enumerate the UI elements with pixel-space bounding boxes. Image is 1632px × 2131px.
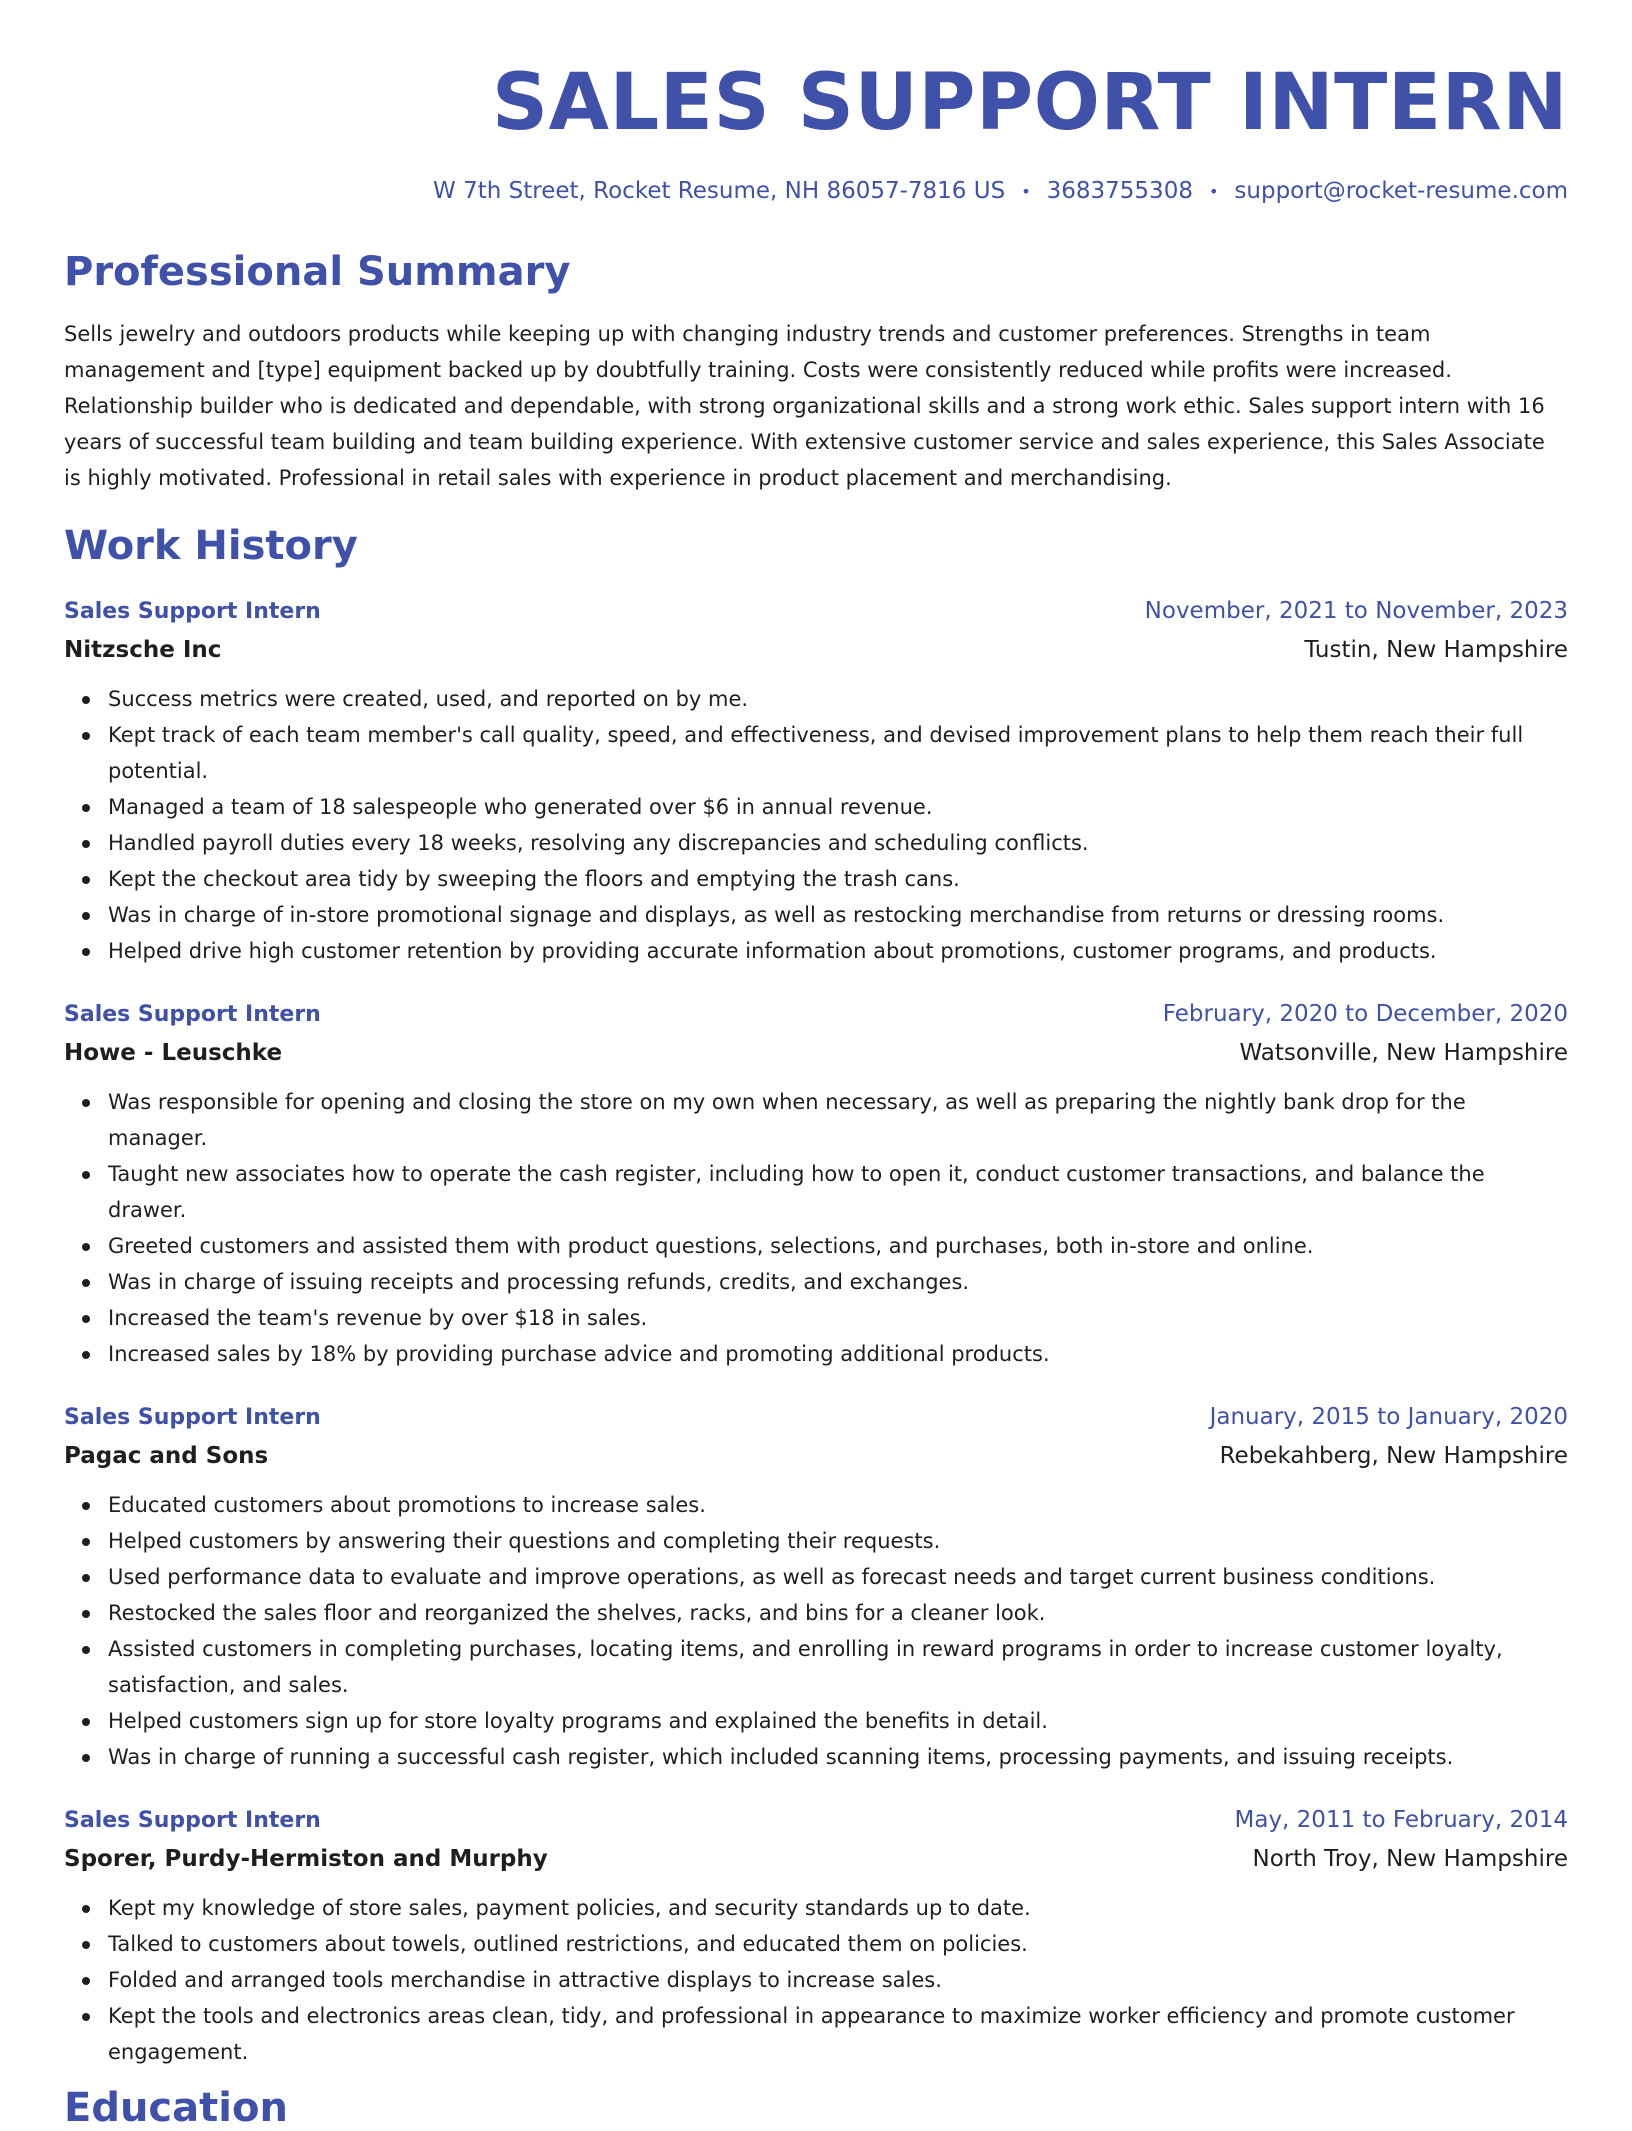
job-bullet-list (64, 1890, 1568, 2070)
job-bullet: Kept the tools and electronics areas clean, tidy, and professional in appearance to maximize worker efficiency and promote customer engagement. (108, 1998, 1568, 2070)
job-bullet-list (64, 1084, 1568, 1372)
job-bullet: Assisted customers in completing purchases, locating items, and enrolling in reward programs in order to increase customer loyalty, satisfaction, and sales. (108, 1631, 1568, 1703)
job-bullet: Kept my knowledge of store sales, payment policies, and security standards up to date. (108, 1890, 1568, 1926)
contact-separator: • (1208, 182, 1219, 201)
job-bullet: Educated customers about promotions to increase sales. (108, 1487, 1568, 1523)
contact-separator: • (1021, 182, 1031, 201)
job-bullet: Kept the checkout area tidy by sweeping the floors and emptying the trash cans. (108, 861, 1568, 897)
job-title: Sales Support Intern (64, 1405, 321, 1430)
job-bullet: Was in charge of in-store promotional signage and displays, as well as restocking merchandise from returns or dressing rooms. (108, 897, 1568, 933)
summary-text: Sells jewelry and outdoors products while keeping up with changing industry trends and customer preferences. Strengths in team management and [type] equipment backed up by doubtfully training. Costs were consistently reduced while profits were increased. Relationship builder who is dedicated and dependable, with strong organizational skills and a strong work ethic. Sales support intern with 16 years of successful team building and team building experience. With extensive customer service and sales experience, this Sales Associate is highly motivated. Professional in retail sales with experience in product placement and merchandising. (64, 322, 1545, 490)
job-bullet: Helped drive high customer retention by providing accurate information about promotions, customer programs, and products. (108, 933, 1568, 969)
job-title: Sales Support Intern (64, 599, 321, 624)
job-title: Sales Support Intern (64, 1808, 321, 1833)
job-company: Nitzsche Inc (64, 637, 222, 663)
section-title-work-history: Work History (64, 523, 358, 569)
job-bullet: Helped customers by answering their questions and completing their requests. (108, 1523, 1568, 1559)
contact-line (64, 178, 1568, 204)
job-bullet: Talked to customers about towels, outlined restrictions, and educated them on policies. (108, 1926, 1568, 1962)
job-location: North Troy, New Hampshire (1252, 1846, 1568, 1872)
job-bullet: Success metrics were created, used, and reported on by me. (108, 681, 1568, 717)
job-bullet: Managed a team of 18 salespeople who generated over $6 in annual revenue. (108, 789, 1568, 825)
job-company-row (64, 1437, 1568, 1475)
job-bullet: Taught new associates how to operate the cash register, including how to open it, conduct customer transactions, and balance the drawer. (108, 1156, 1568, 1228)
job-bullet: Greeted customers and assisted them with product questions, selections, and purchases, both in-store and online. (108, 1228, 1568, 1264)
job-location: Rebekahberg, New Hampshire (1219, 1443, 1568, 1469)
contact-email[interactable]: support@rocket-resume.com (1234, 178, 1568, 204)
job-company-row (64, 1034, 1568, 1072)
job-header-row (64, 995, 1568, 1034)
job-bullet: Helped customers sign up for store loyalty programs and explained the benefits in detail. (108, 1703, 1568, 1739)
job-bullet: Was responsible for opening and closing the store on my own when necessary, as well as preparing the nightly bank drop for the manager. (108, 1084, 1568, 1156)
job-dates: February, 2020 to December, 2020 (1162, 1001, 1568, 1027)
job-bullet: Increased sales by 18% by providing purchase advice and promoting additional products. (108, 1336, 1568, 1372)
job-company: Howe - Leuschke (64, 1040, 283, 1066)
job-company: Pagac and Sons (64, 1443, 269, 1469)
job-bullet: Was in charge of running a successful cash register, which included scanning items, processing payments, and issuing receipts. (108, 1739, 1568, 1775)
job-entry (64, 995, 1568, 1372)
job-bullet: Handled payroll duties every 18 weeks, resolving any discrepancies and scheduling conflicts. (108, 825, 1568, 861)
job-company-row (64, 1840, 1568, 1878)
resume-page (64, 0, 1568, 2131)
job-entry (64, 592, 1568, 969)
job-bullet: Was in charge of issuing receipts and processing refunds, credits, and exchanges. (108, 1264, 1568, 1300)
section-title-education: Education (64, 2085, 288, 2131)
job-bullet: Folded and arranged tools merchandise in attractive displays to increase sales. (108, 1962, 1568, 1998)
job-header-row (64, 1801, 1568, 1840)
job-entry (64, 1398, 1568, 1775)
job-bullet: Increased the team's revenue by over $18 in sales. (108, 1300, 1568, 1336)
job-header-row (64, 592, 1568, 631)
job-entry (64, 1801, 1568, 2070)
job-location: Watsonville, New Hampshire (1239, 1040, 1568, 1066)
job-bullet-list (64, 681, 1568, 969)
job-title: Sales Support Intern (64, 1002, 321, 1027)
job-bullet: Used performance data to evaluate and improve operations, as well as forecast needs and target current business conditions. (108, 1559, 1568, 1595)
contact-phone: 3683755308 (1046, 178, 1193, 204)
job-bullet: Kept track of each team member's call quality, speed, and effectiveness, and devised improvement plans to help them reach their full potential. (108, 717, 1568, 789)
resume-name: SALES SUPPORT INTERN (491, 58, 1568, 148)
job-company-row (64, 631, 1568, 669)
job-bullet-list (64, 1487, 1568, 1775)
job-bullet: Restocked the sales floor and reorganized the shelves, racks, and bins for a cleaner look. (108, 1595, 1568, 1631)
contact-address: W 7th Street, Rocket Resume, NH 86057-7816 US (433, 178, 1006, 204)
section-title-summary: Professional Summary (64, 249, 571, 295)
job-header-row (64, 1398, 1568, 1437)
job-dates: January, 2015 to January, 2020 (1209, 1404, 1568, 1430)
job-location: Tustin, New Hampshire (1304, 637, 1568, 663)
job-company: Sporer, Purdy-Hermiston and Murphy (64, 1846, 548, 1872)
job-dates: May, 2011 to February, 2014 (1234, 1807, 1568, 1833)
job-dates: November, 2021 to November, 2023 (1144, 598, 1568, 624)
